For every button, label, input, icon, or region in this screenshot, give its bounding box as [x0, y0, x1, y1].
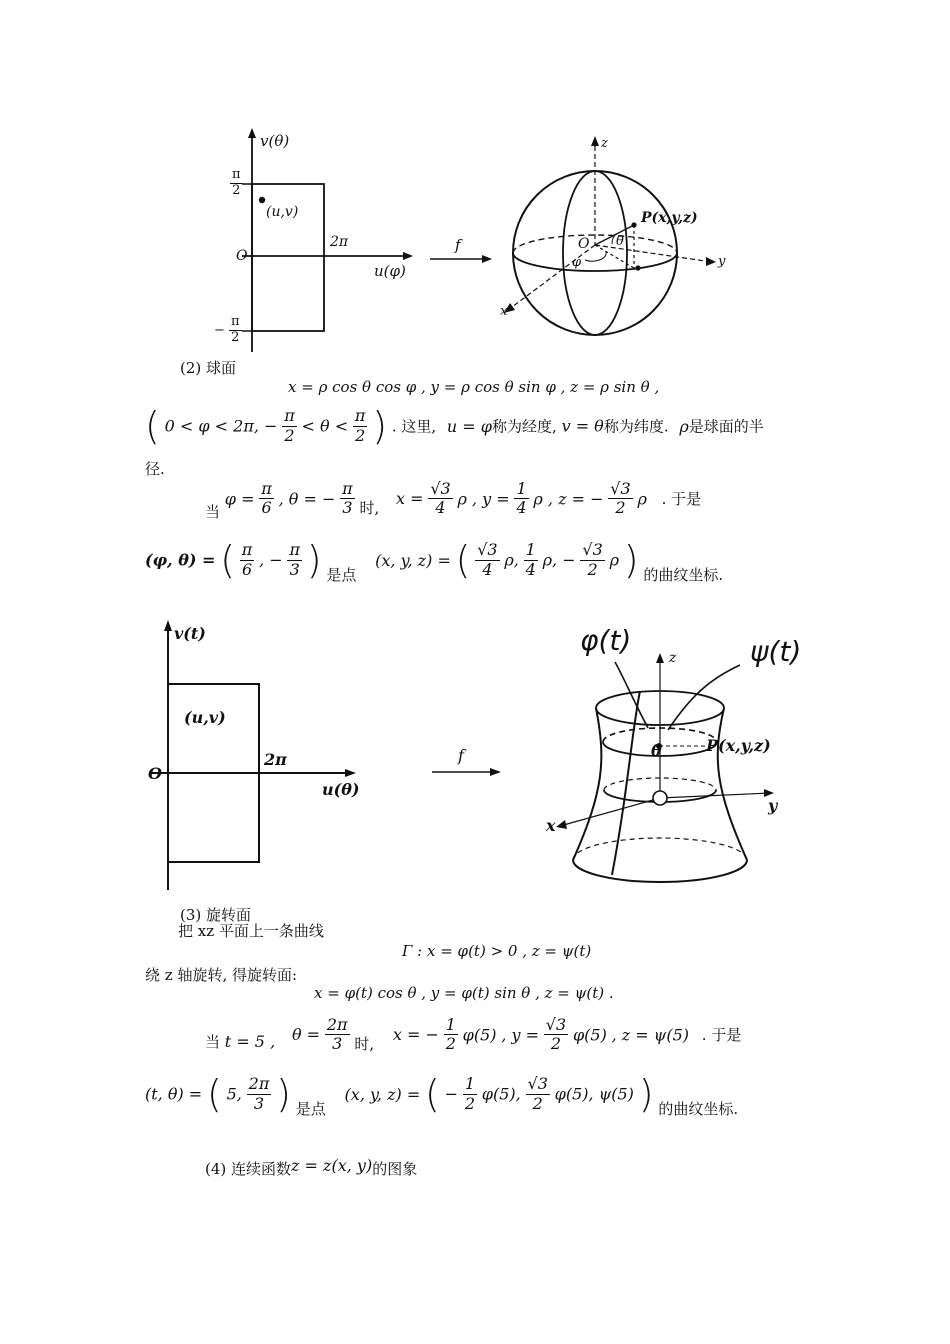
u-phi-axis-label: u(φ)	[374, 262, 406, 280]
rev-theta-label: θ	[651, 741, 662, 760]
revolution-when-line: 当 t = 5 , θ = $\frac{2\pi}{3}$ 时, x = − $\frac{1}{2}$ φ(5) , y = $\frac{√3}{2}$ φ(5) , z = ψ(5) . 于是	[205, 1015, 742, 1054]
revolution-intro: 把 xz 平面上一条曲线	[178, 922, 324, 940]
origin-label: O	[236, 248, 248, 264]
sphere-param-equation: x = ρ cos θ cos φ , y = ρ cos θ sin φ , z = ρ sin θ ,	[288, 378, 660, 396]
rotate-text: 绕 z 轴旋转, 得旋转面:	[145, 966, 298, 984]
rev-point-label: P(x,y,z)	[706, 736, 771, 755]
sphere-heading: (2) 球面	[180, 359, 237, 377]
uv-point-label-2: (u,v)	[184, 708, 226, 727]
sphere-z-label: z	[601, 136, 608, 151]
continuous-function-line: (4) 连续函数z = z(x, y)的图象	[205, 1156, 418, 1178]
u-theta-axis-label: u(θ)	[322, 780, 360, 799]
sphere-result-line: (φ, θ) = ( $\frac{\pi}{6}$ , − $\frac{\pi}{3}$ ) 是点 (x, y, z) = ( $\frac{√3}{4}$ ρ, $\frac{1}{4}$ ρ, − $\frac{√3}{2}$ ρ ) 的曲纹坐标.	[145, 538, 724, 584]
rev-z-label: z	[669, 650, 677, 666]
revolution-heading: (3) 旋转面	[180, 906, 252, 924]
phi-t-handwritten-label: φ(t)	[580, 624, 632, 657]
map-f-label-1: f	[455, 236, 461, 254]
sphere-origin-label: O	[578, 236, 590, 252]
two-pi-label-2: 2π	[264, 750, 287, 769]
rev-x-label: x	[546, 816, 556, 835]
two-pi-label: 2π	[330, 234, 349, 250]
pi-over-2-top-label: $\frac{\pi}{2}$	[232, 167, 241, 198]
map-f-label-2: f	[458, 746, 464, 765]
sphere-radius-continuation: 径.	[145, 460, 165, 478]
revolution-result-line: (t, θ) = ( 5, $\frac{2\pi}{3}$ ) 是点 (x, y, z) = ( − $\frac{1}{2}$ φ(5), $\frac{√3}{2}$ φ(5), ψ(5) ) 的曲纹坐标.	[145, 1072, 739, 1118]
sphere-phi-label: φ	[572, 255, 582, 270]
origin-label-2: O	[148, 764, 162, 783]
revolution-param-equation: x = φ(t) cos θ , y = φ(t) sin θ , z = ψ(t) .	[314, 984, 614, 1002]
sphere-x-label: x	[500, 304, 508, 319]
sphere-point-label: P(x,y,z)	[641, 210, 698, 226]
gamma-curve-equation: Γ : x = φ(t) > 0 , z = ψ(t)	[402, 942, 592, 960]
uv-point-label: (u,v)	[266, 204, 299, 220]
sphere-when-line: 当 φ = $\frac{\pi}{6}$ , θ = − $\frac{\pi}{3}$ 时, x = $\frac{√3}{4}$ ρ , y = $\frac{1}{4}$ ρ , z = − $\frac{√3}{2}$ ρ . 于是	[205, 479, 702, 521]
sphere-range-line: ( 0 < φ < 2π, − $\frac{\pi}{2}$ < θ < $\frac{\pi}{2}$ ) . 这里, u = φ称为经度, v = θ称为纬度. ρ是球面的半	[145, 404, 764, 448]
rev-y-label: y	[768, 796, 778, 815]
v-theta-axis-label: v(θ)	[260, 132, 290, 150]
sphere-y-label: y	[718, 254, 726, 269]
neg-pi-over-2-label: − $\frac{\pi}{2}$	[214, 314, 240, 345]
v-t-axis-label: v(t)	[174, 624, 206, 643]
sphere-theta-label: θ	[616, 234, 624, 249]
psi-t-handwritten-label: ψ(t)	[750, 635, 802, 668]
